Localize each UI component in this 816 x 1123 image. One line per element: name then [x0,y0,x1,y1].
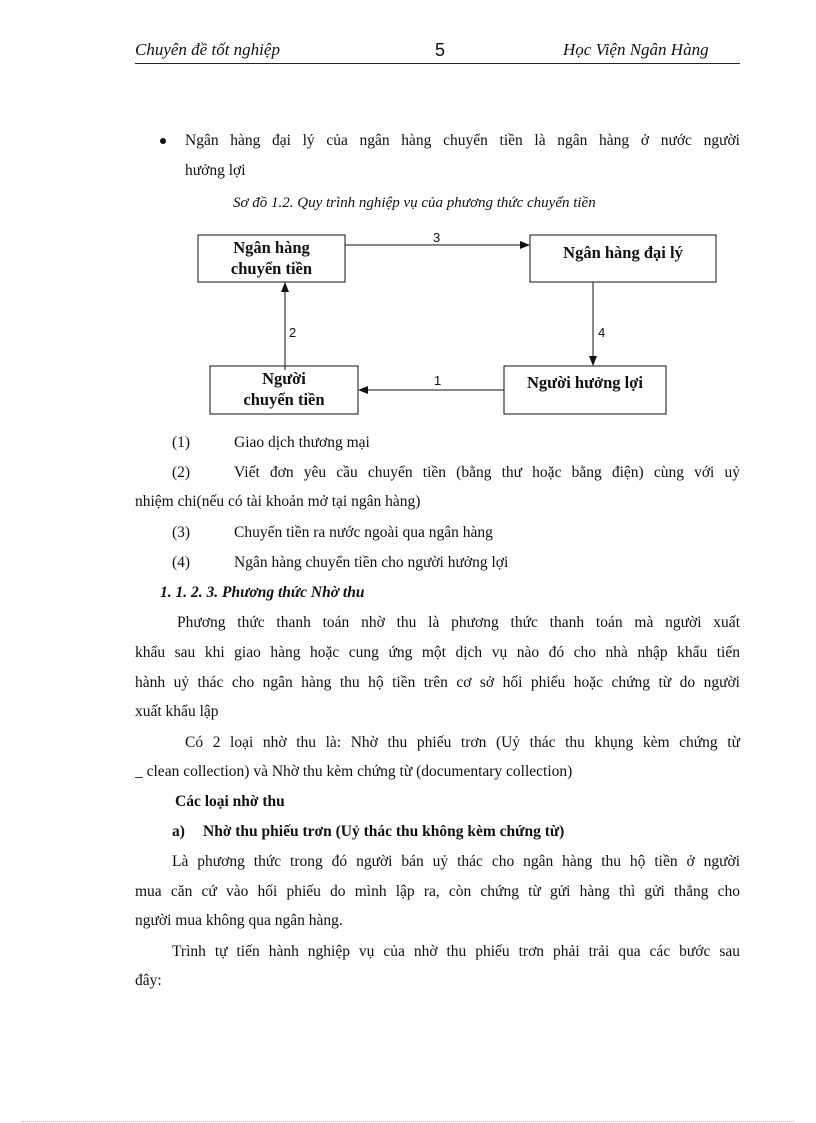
step-2-num: (2) [172,464,191,481]
para2-line-1: Có 2 loại nhờ thu là: Nhờ thu phiếu trơn (Uỷ thác thu khụng kèm chứng từ [185,734,740,751]
para1-line-3: hành uỷ thác cho ngân hàng thu hộ tiền trên cơ sở hối phiếu hoặc chứng từ do người [135,674,740,691]
bullet-line-1: Ngân hàng đại lý của ngân hàng chuyển tiền là ngân hàng ở nước người [185,132,740,149]
box-remit-bank-label [198,237,345,279]
para2-line-2: _ clean collection) và Nhờ thu kèm chứng từ (documentary collection) [135,763,573,780]
step-3-text: Chuyển tiền ra nước ngoài qua ngân hàng [234,524,493,541]
sub-a-title: Nhờ thu phiếu trơn (Uỷ thác thu không kèm chứng từ) [203,823,565,840]
arrow-1-label: 1 [434,373,442,388]
arrow-2-label: 2 [289,325,297,340]
para4-line-2: đây: [135,972,162,989]
box-sender-label [210,368,358,410]
para4-line-1: Trình tự tiến hành nghiệp vụ của nhờ thu phiếu trơn phải trải qua các bước sau [172,943,740,960]
step-1-num: (1) [172,434,191,451]
box-sender-line-1: Người [262,369,306,388]
step-2-text: Viết đơn yêu cầu chuyển tiền (bằng thư hoặc bằng điện) cùng với uỷ [234,464,740,481]
page-number: 5 [435,40,446,60]
box-sender-line-2: chuyển tiền [243,390,325,409]
header-right-title: Học Viện Ngân Hàng [563,40,709,59]
types-heading: Các loại nhờ thu [175,793,285,810]
step-3-num: (3) [172,524,191,541]
arrow-4-label: 4 [598,325,606,340]
section-heading: 1. 1. 2. 3. Phương thức Nhờ thu [160,584,365,601]
step-4-text: Ngân hàng chuyển tiền cho người hưởng lợi [234,554,509,571]
header-left-title: Chuyên đề tốt nghiệp [135,40,280,59]
para3-line-3: người mua không qua ngân hàng. [135,912,343,929]
bullet-line-2: hưởng lợi [185,162,246,179]
arrow-3-label: 3 [433,230,441,245]
box-agent-bank-label: Ngân hàng đại lý [563,243,683,262]
box-beneficiary-label: Người hưởng lợi [527,373,643,392]
sub-a-label: a) [172,823,185,840]
para3-line-1: Là phương thức trong đó người bán uỷ thác cho ngân hàng thu hộ tiền ở người [172,853,740,870]
step-2-cont: nhiệm chi(nếu có tài khoản mở tại ngân hàng) [135,493,421,510]
box-remit-bank-line-1: Ngân hàng [233,238,310,257]
step-4-num: (4) [172,554,191,571]
para1-line-4: xuất khẩu lập [135,703,219,720]
step-1-text: Giao dịch thương mại [234,434,370,451]
para1-line-1: Phương thức thanh toán nhờ thu là phương thức thanh toán mà người xuất [177,614,740,631]
diagram-caption: Sơ đồ 1.2. Quy trình nghiệp vụ của phương thức chuyển tiền [233,195,596,211]
box-remit-bank-line-2: chuyển tiền [230,259,313,278]
para1-line-2: khẩu sau khi giao hàng hoặc cung ứng một dịch vụ nào đó cho nhà nhập khẩu tiến [135,644,740,661]
para3-line-2: mua căn cứ vào hối phiếu do mình lập ra, còn chứng từ gửi hàng thì gửi thẳng cho [135,883,740,900]
footer-dotted-rule [22,1121,794,1122]
